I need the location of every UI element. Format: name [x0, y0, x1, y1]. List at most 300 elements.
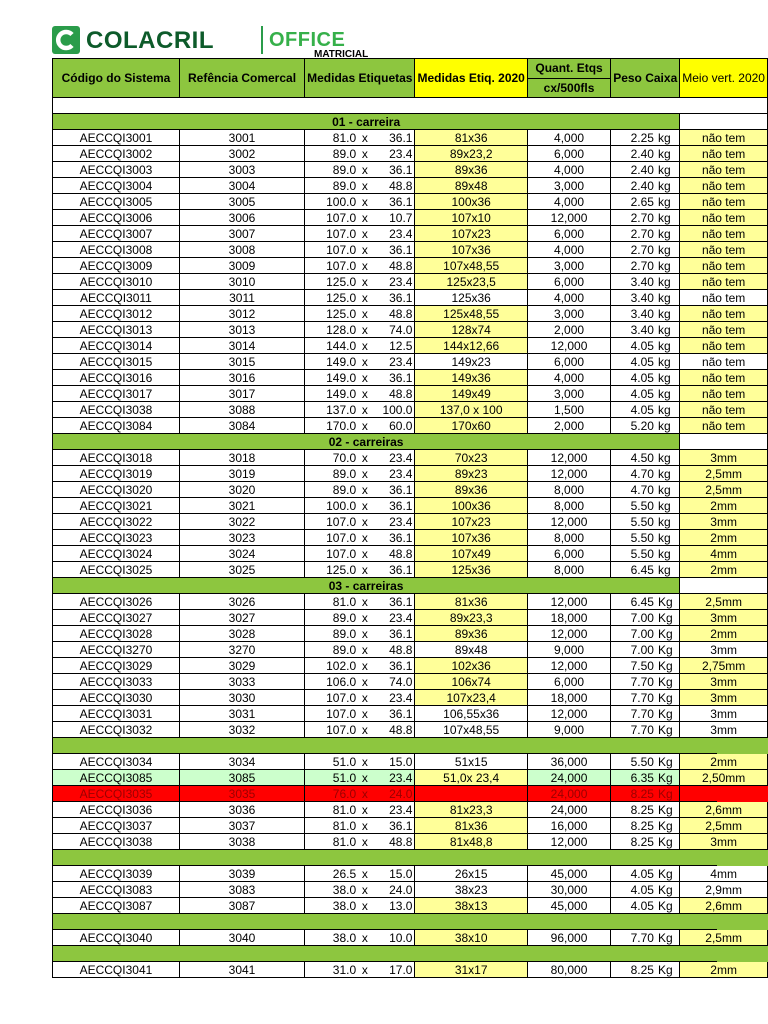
table-header-row: [53, 59, 768, 98]
meio-cell: não tem: [680, 370, 768, 386]
quantidade-cell: 12,000: [527, 210, 610, 226]
height-cell: 23.4: [372, 802, 415, 818]
referencia-cell: 3020: [179, 482, 304, 498]
times-sign: x: [358, 450, 371, 466]
meio-cell: 2mm: [680, 626, 768, 642]
peso-unit-cell: Kg: [656, 898, 680, 914]
peso-unit-cell: Kg: [656, 754, 680, 770]
medidas-2020-cell: 81x48,8: [415, 834, 527, 850]
height-cell: 17.0: [372, 962, 415, 978]
table-row: [53, 530, 768, 546]
width-cell: 128.0: [305, 322, 359, 338]
logo-separator: [261, 26, 263, 54]
height-cell: 12.5: [372, 338, 415, 354]
medidas-2020-cell: 51x15: [415, 754, 527, 770]
referencia-cell: 3006: [179, 210, 304, 226]
codigo-cell: AECCQI3008: [53, 242, 180, 258]
table-row: [53, 450, 768, 466]
peso-unit-cell: kg: [656, 338, 680, 354]
times-sign: x: [358, 818, 371, 834]
quantidade-cell: 12,000: [527, 466, 610, 482]
referencia-cell: 3001: [179, 130, 304, 146]
quantidade-cell: 6,000: [527, 354, 610, 370]
height-cell: 48.8: [372, 834, 415, 850]
group-separator-row: [53, 914, 768, 930]
peso-unit-cell: kg: [656, 274, 680, 290]
medidas-2020-cell: 89x36: [415, 626, 527, 642]
medidas-2020-cell: 107x23,4: [415, 690, 527, 706]
meio-cell: não tem: [680, 130, 768, 146]
meio-cell: 2,5mm: [680, 930, 768, 946]
codigo-cell: AECCQI3085: [53, 770, 180, 786]
width-cell: 137.0: [305, 402, 359, 418]
times-sign: x: [358, 674, 371, 690]
height-cell: 15.0: [372, 866, 415, 882]
medidas-2020-cell: 100x36: [415, 194, 527, 210]
peso-unit-cell: kg: [656, 258, 680, 274]
codigo-cell: AECCQI3012: [53, 306, 180, 322]
peso-cell: 8.25: [611, 786, 656, 802]
times-sign: x: [358, 258, 371, 274]
quantidade-cell: 3,000: [527, 258, 610, 274]
table-row: [53, 354, 768, 370]
codigo-cell: AECCQI3004: [53, 178, 180, 194]
header-peso: Peso Caixa: [611, 59, 680, 98]
width-cell: 89.0: [305, 610, 359, 626]
referencia-cell: 3033: [179, 674, 304, 690]
times-sign: x: [358, 322, 371, 338]
peso-unit-cell: kg: [656, 450, 680, 466]
width-cell: 81.0: [305, 818, 359, 834]
height-cell: 23.4: [372, 466, 415, 482]
header-meio: Meio vert. 2020: [680, 59, 768, 98]
referencia-cell: 3039: [179, 866, 304, 882]
quantidade-cell: 18,000: [527, 610, 610, 626]
referencia-cell: 3024: [179, 546, 304, 562]
table-row: [53, 178, 768, 194]
medidas-2020-cell: 128x74: [415, 322, 527, 338]
width-cell: 107.0: [305, 226, 359, 242]
medidas-2020-cell: 107x48,55: [415, 258, 527, 274]
peso-cell: 4.05: [611, 898, 656, 914]
height-cell: 13.0: [372, 898, 415, 914]
peso-cell: 3.40: [611, 322, 656, 338]
width-cell: 89.0: [305, 178, 359, 194]
medidas-2020-cell: 107x49: [415, 546, 527, 562]
times-sign: x: [358, 530, 371, 546]
referencia-cell: 3014: [179, 338, 304, 354]
referencia-cell: 3036: [179, 802, 304, 818]
peso-cell: 2.25: [611, 130, 656, 146]
meio-cell: 3mm: [680, 450, 768, 466]
codigo-cell: AECCQI3015: [53, 354, 180, 370]
meio-cell: não tem: [680, 418, 768, 434]
peso-unit-cell: Kg: [656, 594, 680, 610]
times-sign: x: [358, 962, 371, 978]
height-cell: 74.0: [372, 674, 415, 690]
height-cell: 60.0: [372, 418, 415, 434]
medidas-2020-cell: 106,55x36: [415, 706, 527, 722]
codigo-cell: AECCQI3006: [53, 210, 180, 226]
meio-cell: não tem: [680, 402, 768, 418]
width-cell: 100.0: [305, 498, 359, 514]
meio-cell: não tem: [680, 354, 768, 370]
referencia-cell: 3031: [179, 706, 304, 722]
meio-cell: 3mm: [680, 642, 768, 658]
medidas-2020-cell: 107x36: [415, 530, 527, 546]
peso-cell: 4.05: [611, 866, 656, 882]
times-sign: x: [358, 482, 371, 498]
peso-cell: 6.45: [611, 594, 656, 610]
codigo-cell: AECCQI3037: [53, 818, 180, 834]
table-row: [53, 274, 768, 290]
height-cell: 23.4: [372, 610, 415, 626]
width-cell: 89.0: [305, 162, 359, 178]
height-cell: 10.0: [372, 930, 415, 946]
referencia-cell: 3026: [179, 594, 304, 610]
table-row: [53, 514, 768, 530]
table-row: [53, 754, 768, 770]
width-cell: 144.0: [305, 338, 359, 354]
peso-cell: 4.05: [611, 402, 656, 418]
codigo-cell: AECCQI3083: [53, 882, 180, 898]
group-separator-extension: [717, 914, 768, 930]
height-cell: 23.4: [372, 146, 415, 162]
table-row: [53, 130, 768, 146]
medidas-2020-cell: 89x23: [415, 466, 527, 482]
quantidade-cell: 3,000: [527, 306, 610, 322]
medidas-2020-cell: 31x17: [415, 962, 527, 978]
table-row: [53, 610, 768, 626]
quantidade-cell: 24,000: [527, 786, 610, 802]
logo-subbrand-text: OFFICE: [269, 29, 346, 51]
table-row: [53, 626, 768, 642]
quantidade-cell: 12,000: [527, 338, 610, 354]
codigo-cell: AECCQI3032: [53, 722, 180, 738]
meio-cell: 2,5mm: [680, 818, 768, 834]
meio-cell: não tem: [680, 210, 768, 226]
meio-cell: 3mm: [680, 690, 768, 706]
referencia-cell: 3084: [179, 418, 304, 434]
times-sign: x: [358, 706, 371, 722]
times-sign: x: [358, 370, 371, 386]
group-separator-row: [53, 738, 768, 754]
group-separator-cell: [53, 738, 768, 754]
peso-unit-cell: Kg: [656, 882, 680, 898]
table-row: [53, 418, 768, 434]
peso-unit-cell: Kg: [656, 962, 680, 978]
table-row: [53, 338, 768, 354]
height-cell: 10.7: [372, 210, 415, 226]
table-row: [53, 962, 768, 978]
times-sign: x: [358, 786, 371, 802]
width-cell: 89.0: [305, 466, 359, 482]
medidas-2020-cell: 100x36: [415, 498, 527, 514]
height-cell: 100.0: [372, 402, 415, 418]
referencia-cell: 3004: [179, 178, 304, 194]
times-sign: x: [358, 242, 371, 258]
meio-cell: 2,6mm: [680, 898, 768, 914]
medidas-2020-cell: 89x48: [415, 642, 527, 658]
peso-unit-cell: Kg: [656, 866, 680, 882]
times-sign: x: [358, 610, 371, 626]
peso-unit-cell: Kg: [656, 690, 680, 706]
times-sign: x: [358, 802, 371, 818]
peso-cell: 8.25: [611, 962, 656, 978]
codigo-cell: AECCQI3016: [53, 370, 180, 386]
referencia-cell: 3023: [179, 530, 304, 546]
height-cell: 36.1: [372, 162, 415, 178]
peso-unit-cell: kg: [656, 562, 680, 578]
table-row: [53, 770, 768, 786]
meio-cell: 3mm: [680, 722, 768, 738]
meio-cell: não tem: [680, 178, 768, 194]
peso-unit-cell: kg: [656, 386, 680, 402]
codigo-cell: AECCQI3087: [53, 898, 180, 914]
table-row: [53, 882, 768, 898]
width-cell: 125.0: [305, 562, 359, 578]
quantidade-cell: 4,000: [527, 130, 610, 146]
group-separator-extension: [717, 738, 768, 754]
peso-cell: 4.05: [611, 386, 656, 402]
peso-cell: 2.40: [611, 178, 656, 194]
quantidade-cell: 12,000: [527, 514, 610, 530]
times-sign: x: [358, 402, 371, 418]
peso-cell: 4.50: [611, 450, 656, 466]
height-cell: 36.1: [372, 706, 415, 722]
medidas-2020-cell: 125x23,5: [415, 274, 527, 290]
spacer-row: [53, 98, 768, 114]
width-cell: 107.0: [305, 722, 359, 738]
quantidade-cell: 12,000: [527, 834, 610, 850]
width-cell: 89.0: [305, 482, 359, 498]
height-cell: 23.4: [372, 274, 415, 290]
quantidade-cell: 80,000: [527, 962, 610, 978]
times-sign: x: [358, 834, 371, 850]
table-row: [53, 930, 768, 946]
quantidade-cell: 6,000: [527, 226, 610, 242]
quantidade-cell: 45,000: [527, 866, 610, 882]
table-row: [53, 258, 768, 274]
peso-cell: 6.35: [611, 770, 656, 786]
medidas-2020-cell: 144x12,66: [415, 338, 527, 354]
referencia-cell: 3085: [179, 770, 304, 786]
table-row: [53, 674, 768, 690]
height-cell: 36.1: [372, 658, 415, 674]
meio-cell: não tem: [680, 306, 768, 322]
medidas-2020-cell: 89x23,2: [415, 146, 527, 162]
height-cell: 36.1: [372, 290, 415, 306]
height-cell: 23.4: [372, 770, 415, 786]
peso-cell: 7.70: [611, 690, 656, 706]
peso-cell: 4.05: [611, 338, 656, 354]
meio-cell: 2,75mm: [680, 658, 768, 674]
quantidade-cell: 45,000: [527, 898, 610, 914]
width-cell: 149.0: [305, 386, 359, 402]
peso-unit-cell: kg: [656, 130, 680, 146]
table-row: [53, 370, 768, 386]
section-header-row: [53, 578, 768, 594]
referencia-cell: 3010: [179, 274, 304, 290]
times-sign: x: [358, 274, 371, 290]
peso-cell: 5.50: [611, 546, 656, 562]
height-cell: 23.4: [372, 226, 415, 242]
peso-unit-cell: kg: [656, 194, 680, 210]
width-cell: 38.0: [305, 930, 359, 946]
medidas-2020-cell: 107x48,55: [415, 722, 527, 738]
times-sign: x: [358, 338, 371, 354]
width-cell: 89.0: [305, 146, 359, 162]
meio-cell: não tem: [680, 386, 768, 402]
height-cell: 36.1: [372, 594, 415, 610]
width-cell: 149.0: [305, 370, 359, 386]
width-cell: 107.0: [305, 210, 359, 226]
medidas-2020-cell: 89x23,3: [415, 610, 527, 626]
group-separator-cell: [53, 914, 768, 930]
height-cell: 36.1: [372, 130, 415, 146]
times-sign: x: [358, 722, 371, 738]
table-row: [53, 898, 768, 914]
times-sign: x: [358, 930, 371, 946]
peso-unit-cell: Kg: [656, 786, 680, 802]
table-row: [53, 818, 768, 834]
times-sign: x: [358, 642, 371, 658]
quantidade-cell: 12,000: [527, 706, 610, 722]
peso-unit-cell: kg: [656, 482, 680, 498]
height-cell: 24.0: [372, 786, 415, 802]
peso-unit-cell: Kg: [656, 722, 680, 738]
peso-unit-cell: kg: [656, 498, 680, 514]
quantidade-cell: 4,000: [527, 290, 610, 306]
times-sign: x: [358, 770, 371, 786]
table-row: [53, 722, 768, 738]
peso-cell: 5.20: [611, 418, 656, 434]
codigo-cell: AECCQI3040: [53, 930, 180, 946]
width-cell: 149.0: [305, 354, 359, 370]
referencia-cell: 3008: [179, 242, 304, 258]
codigo-cell: AECCQI3017: [53, 386, 180, 402]
medidas-2020-cell: 106x74: [415, 674, 527, 690]
table-row: [53, 226, 768, 242]
peso-cell: 7.50: [611, 658, 656, 674]
codigo-cell: AECCQI3036: [53, 802, 180, 818]
codigo-cell: AECCQI3033: [53, 674, 180, 690]
quantidade-cell: 8,000: [527, 530, 610, 546]
peso-unit-cell: kg: [656, 354, 680, 370]
logo-brand-text: COLACRIL: [86, 27, 214, 54]
medidas-2020-cell: 51,0x 23,4: [415, 770, 527, 786]
width-cell: 125.0: [305, 290, 359, 306]
meio-cell: não tem: [680, 146, 768, 162]
width-cell: 106.0: [305, 674, 359, 690]
peso-unit-cell: kg: [656, 226, 680, 242]
medidas-2020-cell: 38x10: [415, 930, 527, 946]
medidas-2020-cell: 125x36: [415, 562, 527, 578]
codigo-cell: AECCQI3028: [53, 626, 180, 642]
peso-unit-cell: Kg: [656, 626, 680, 642]
peso-cell: 7.00: [611, 642, 656, 658]
referencia-cell: 3087: [179, 898, 304, 914]
meio-cell: não tem: [680, 338, 768, 354]
times-sign: x: [358, 866, 371, 882]
table-row: [53, 562, 768, 578]
referencia-cell: 3029: [179, 658, 304, 674]
header-referencia: Refência Comercal: [179, 59, 304, 98]
medidas-2020-cell: 89x36: [415, 482, 527, 498]
medidas-2020-cell: 102x36: [415, 658, 527, 674]
quantidade-cell: 4,000: [527, 370, 610, 386]
medidas-2020-cell: 125x36: [415, 290, 527, 306]
medidas-2020-cell: 38x23: [415, 882, 527, 898]
quantidade-cell: 9,000: [527, 642, 610, 658]
peso-cell: 3.40: [611, 306, 656, 322]
codigo-cell: AECCQI3021: [53, 498, 180, 514]
peso-unit-cell: kg: [656, 242, 680, 258]
peso-unit-cell: Kg: [656, 610, 680, 626]
codigo-cell: AECCQI3041: [53, 962, 180, 978]
height-cell: 23.4: [372, 450, 415, 466]
table-row: [53, 802, 768, 818]
width-cell: 81.0: [305, 834, 359, 850]
quantidade-cell: 36,000: [527, 754, 610, 770]
section-title: 01 - carreira: [53, 114, 680, 130]
referencia-cell: 3007: [179, 226, 304, 242]
meio-cell: 3mm: [680, 674, 768, 690]
codigo-cell: AECCQI3084: [53, 418, 180, 434]
peso-cell: 7.00: [611, 626, 656, 642]
height-cell: 15.0: [372, 754, 415, 770]
meio-cell: 2,5mm: [680, 466, 768, 482]
codigo-cell: AECCQI3030: [53, 690, 180, 706]
codigo-cell: AECCQI3035: [53, 786, 180, 802]
referencia-cell: 3025: [179, 562, 304, 578]
medidas-2020-cell: 38x13: [415, 898, 527, 914]
times-sign: x: [358, 514, 371, 530]
quantidade-cell: 8,000: [527, 498, 610, 514]
quantidade-cell: 6,000: [527, 546, 610, 562]
peso-unit-cell: kg: [656, 418, 680, 434]
referencia-cell: 3016: [179, 370, 304, 386]
width-cell: 107.0: [305, 706, 359, 722]
matricial-label: MATRICIAL: [314, 49, 369, 58]
codigo-cell: AECCQI3031: [53, 706, 180, 722]
times-sign: x: [358, 562, 371, 578]
codigo-cell: AECCQI3034: [53, 754, 180, 770]
header-quant: [527, 59, 610, 98]
height-cell: 23.4: [372, 514, 415, 530]
referencia-cell: 3019: [179, 466, 304, 482]
width-cell: 38.0: [305, 898, 359, 914]
times-sign: x: [358, 754, 371, 770]
referencia-cell: 3083: [179, 882, 304, 898]
quantidade-cell: 96,000: [527, 930, 610, 946]
table-row: [53, 306, 768, 322]
height-cell: 48.8: [372, 642, 415, 658]
peso-unit-cell: kg: [656, 466, 680, 482]
referencia-cell: 3002: [179, 146, 304, 162]
meio-cell: 3mm: [680, 834, 768, 850]
codigo-cell: AECCQI3013: [53, 322, 180, 338]
group-separator-extension: [717, 946, 768, 962]
peso-cell: 8.25: [611, 834, 656, 850]
codigo-cell: AECCQI3024: [53, 546, 180, 562]
times-sign: x: [358, 418, 371, 434]
times-sign: x: [358, 466, 371, 482]
codigo-cell: AECCQI3002: [53, 146, 180, 162]
header-medidas-2020: Medidas Etiq. 2020: [415, 59, 527, 98]
table-row: [53, 322, 768, 338]
codigo-cell: AECCQI3270: [53, 642, 180, 658]
